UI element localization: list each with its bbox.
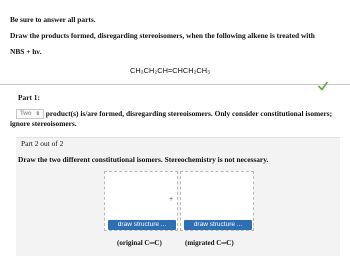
part1-label: Part 1: xyxy=(18,93,40,102)
part2-question: Draw the two different constitutional isomers. Stereochemistry is not necessary. xyxy=(18,155,269,164)
draw-structure-button-1[interactable]: draw structure ... xyxy=(108,220,176,230)
draw-structure-button-2[interactable]: draw structure ... xyxy=(184,220,252,230)
part2-label: Part 2 out of 2 xyxy=(21,139,64,148)
check-icon xyxy=(318,78,328,88)
section-divider xyxy=(0,84,350,85)
part1-answer-row xyxy=(16,109,332,119)
product-count-select[interactable]: Two ⇕ xyxy=(16,109,44,119)
caption-migrated-alkene: (migrated C═C) xyxy=(185,239,234,247)
question-line-2: NBS + hν. xyxy=(10,47,42,56)
instruction-text: Be sure to answer all parts. xyxy=(10,15,96,24)
caption-original-alkene: (original C═C) xyxy=(117,239,162,247)
part1-text-line-1: product(s) is/are formed, disregarding stereoisomers. Only consider constitutional isomers; xyxy=(45,109,333,118)
plus-sign: + xyxy=(169,196,174,203)
part1-text-line-2: ignore stereoisomers. xyxy=(10,119,77,128)
alkene-formula: CH₃CH₂CH=CHCH₂CH₃ xyxy=(130,66,211,75)
question-line-1: Draw the products formed, disregarding stereoisomers, when the following alkene is treated with xyxy=(10,31,315,40)
dropdown-arrow-icon: ⇕ xyxy=(35,111,40,118)
